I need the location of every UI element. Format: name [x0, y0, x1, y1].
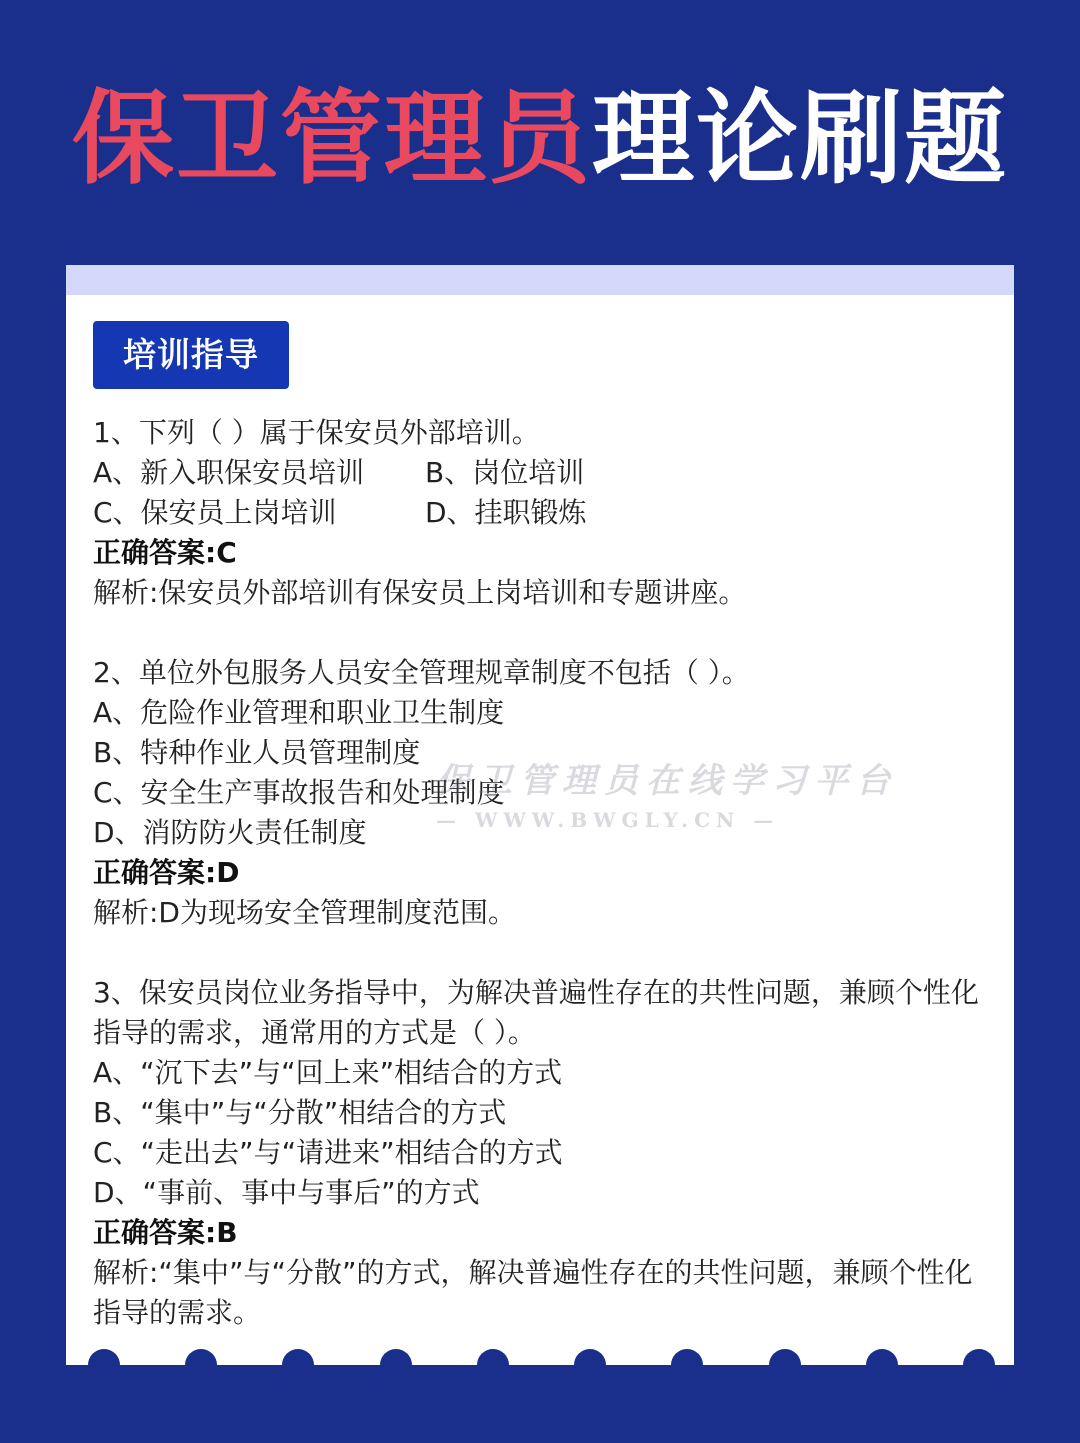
watermark-main: 保卫管理员在线学习平台 — [436, 761, 898, 801]
question-1-option-d: D、挂职锻炼 — [425, 496, 587, 529]
edge-dot — [963, 1349, 995, 1365]
question-2-option-a: A、危险作业管理和职业卫生制度 — [93, 696, 505, 729]
edge-dot — [185, 1349, 217, 1365]
question-2-option-c: C、安全生产事故报告和处理制度 — [93, 776, 505, 809]
questions-content — [93, 413, 993, 1333]
question-2-answer: 正确答案:D — [93, 856, 240, 889]
edge-dot — [282, 1349, 314, 1365]
edge-dot — [88, 1349, 120, 1365]
question-1-options-row-1 — [93, 453, 993, 493]
question-3-option-b: B、“集中”与“分散”相结合的方式 — [93, 1096, 507, 1129]
section-tag: 培训指导 — [93, 321, 289, 389]
question-3-option-a: A、“沉下去”与“回上来”相结合的方式 — [93, 1056, 563, 1089]
edge-dot — [866, 1349, 898, 1365]
title-white-part: 理论刷题 — [592, 80, 1008, 199]
question-1-analysis: 解析:保安员外部培训有保安员上岗培训和专题讲座。 — [93, 576, 747, 609]
edge-dot — [574, 1349, 606, 1365]
question-3-answer: 正确答案:B — [93, 1216, 238, 1249]
watermark-url: — WWW.BWGLY.CN — — [436, 808, 780, 832]
question-1-text: 1、下列（ ）属于保安员外部培训。 — [93, 416, 540, 449]
question-1-option-c: C、保安员上岗培训 — [93, 496, 337, 529]
edge-dot — [477, 1349, 509, 1365]
question-2-text: 2、单位外包服务人员安全管理规章制度不包括（ ）。 — [93, 656, 750, 689]
title-red-part: 保卫管理员 — [72, 80, 592, 199]
question-1-option-b: B、岗位培训 — [425, 456, 585, 489]
card-top-strip — [66, 265, 1014, 295]
page-title — [0, 80, 1080, 200]
question-1-answer: 正确答案:C — [93, 536, 237, 569]
question-2-option-d: D、消防防火责任制度 — [93, 816, 367, 849]
edge-dot — [769, 1349, 801, 1365]
perforated-edge — [66, 1349, 1014, 1365]
question-3-analysis: 解析:“集中”与“分散”的方式，解决普遍性存在的共性问题，兼顾个性化指导的需求。 — [93, 1256, 973, 1329]
question-1-option-a: A、新入职保安员培训 — [93, 456, 365, 489]
question-3-option-d: D、“事前、事中与事后”的方式 — [93, 1176, 480, 1209]
question-3-option-c: C、“走出去”与“请进来”相结合的方式 — [93, 1136, 563, 1169]
watermark — [436, 753, 898, 832]
edge-dot — [380, 1349, 412, 1365]
question-3-text: 3、保安员岗位业务指导中，为解决普遍性存在的共性问题，兼顾个性化指导的需求，通常用的方式是（ ）。 — [93, 976, 979, 1049]
question-2-option-b: B、特种作业人员管理制度 — [93, 736, 421, 769]
question-2-analysis: 解析:D为现场安全管理制度范围。 — [93, 896, 516, 929]
question-card — [66, 265, 1014, 1365]
edge-dot — [671, 1349, 703, 1365]
question-1-options-row-2 — [93, 493, 993, 533]
